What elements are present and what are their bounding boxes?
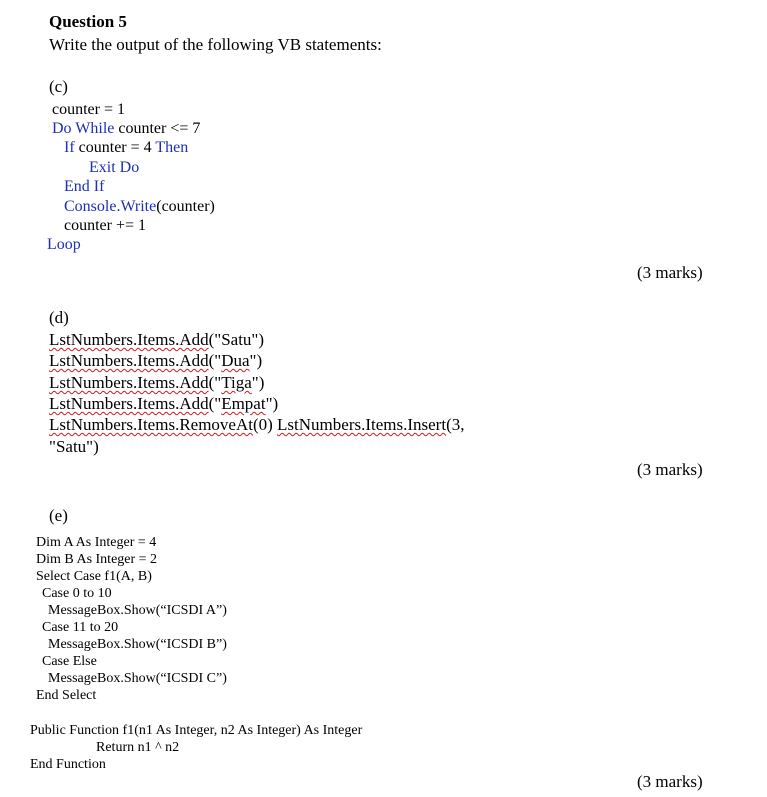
code-line: End Select <box>36 688 97 703</box>
spellcheck-underlined-text: Dua <box>221 351 250 370</box>
code-text: (" <box>208 394 222 413</box>
question-instruction: Write the output of the following VB statements: <box>49 35 382 54</box>
code-text: ("Satu") <box>208 330 265 349</box>
part-c-label: (c) <box>49 77 68 96</box>
part-e-label: (e) <box>49 506 68 525</box>
code-line: Loop <box>47 236 81 253</box>
code-text: counter = 4 <box>74 139 156 156</box>
code-line: End Function <box>30 757 106 772</box>
code-text: (3, <box>446 415 465 434</box>
code-line: counter += 1 <box>64 217 147 234</box>
spellcheck-underlined-text: LstNumbers.Items.Add <box>49 394 209 413</box>
code-text: (" <box>208 373 222 392</box>
code-line <box>49 395 278 412</box>
spellcheck-underlined-text: Empat <box>221 394 266 413</box>
code-line: MessageBox.Show(“ICSDI A”) <box>48 603 227 618</box>
code-text: ") <box>251 373 265 392</box>
code-line: counter = 1 <box>52 101 125 118</box>
code-line: Return n1 ^ n2 <box>96 740 180 755</box>
code-line <box>64 199 215 215</box>
code-text: (counter) <box>156 198 215 215</box>
spellcheck-underlined-text: LstNumbers.Items.Add <box>49 351 209 370</box>
code-line <box>52 121 200 137</box>
spellcheck-underlined-text: LstNumbers.Items.Insert <box>277 415 447 434</box>
code-line: Dim B As Integer = 2 <box>36 552 158 567</box>
spellcheck-underlined-text: LstNumbers.Items.RemoveAt <box>49 415 253 434</box>
code-line: Exit Do <box>89 159 140 176</box>
marks-label: (3 marks) <box>637 263 703 282</box>
marks-label: (3 marks) <box>637 460 703 479</box>
code-line: MessageBox.Show(“ICSDI B”) <box>48 637 227 652</box>
code-line <box>49 331 264 348</box>
code-text: ") <box>249 351 263 370</box>
spellcheck-underlined-text: Tiga <box>221 373 252 392</box>
code-line: Select Case f1(A, B) <box>36 569 152 584</box>
keyword: Then <box>155 139 189 156</box>
code-line <box>49 352 262 369</box>
spellcheck-underlined-text: LstNumbers.Items.Add <box>49 373 209 392</box>
spellcheck-underlined-text: LstNumbers.Items.Add <box>49 330 209 349</box>
code-line: Case 0 to 10 <box>42 586 112 601</box>
code-line: Case 11 to 20 <box>42 620 119 635</box>
keyword: Do While <box>52 120 115 137</box>
marks-label: (3 marks) <box>637 772 703 791</box>
keyword: Console.Write <box>64 198 157 215</box>
code-line: End If <box>64 178 105 195</box>
code-text: ") <box>265 394 279 413</box>
code-line <box>49 416 465 433</box>
code-text: (" <box>208 351 222 370</box>
code-line: Public Function f1(n1 As Integer, n2 As Integer) As Integer <box>30 723 363 738</box>
code-line: Dim A As Integer = 4 <box>36 535 157 550</box>
part-d-label: (d) <box>49 308 69 327</box>
code-text: counter <= 7 <box>114 120 201 137</box>
code-line <box>64 140 188 156</box>
code-line: MessageBox.Show(“ICSDI C”) <box>48 671 227 686</box>
code-line: Case Else <box>42 654 97 669</box>
code-line: "Satu") <box>49 437 99 456</box>
question-title: Question 5 <box>49 12 127 31</box>
keyword: If <box>64 139 75 156</box>
code-text: (0) <box>252 415 278 434</box>
code-line <box>49 374 264 391</box>
